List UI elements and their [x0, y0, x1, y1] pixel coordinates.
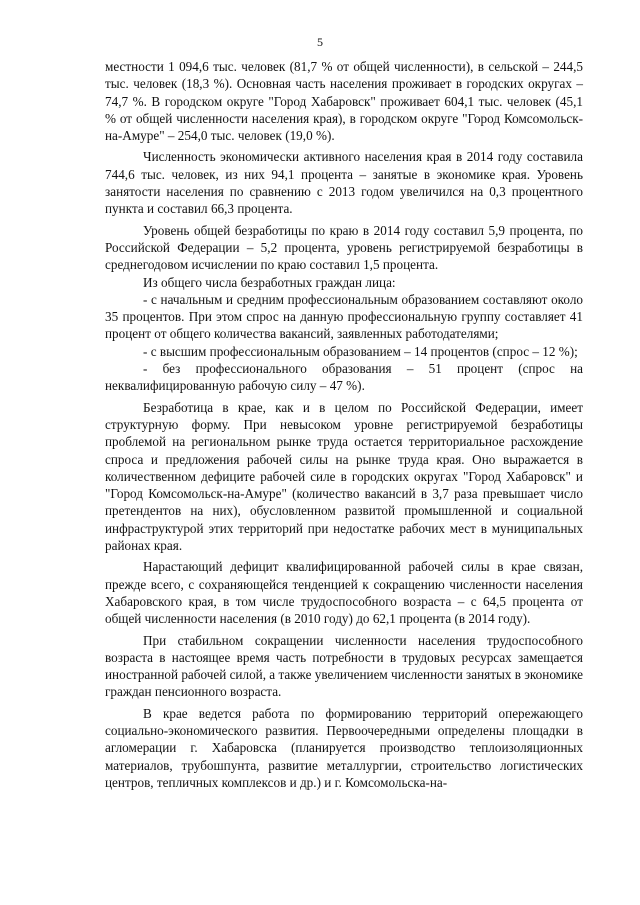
paragraph-advanced-development-territories: В крае ведется работа по формированию территорий опережающего социально-экономического развития. Первоочередными определены площадки в агломерации г. Хабаровска (планируется производство теплоизоляционных материалов, трубошпунта, развитие металлургии, строительство логистических центров, тепличных комплексов и др.) и г. Комсомольска-на-: [105, 705, 583, 790]
document-body: [105, 58, 583, 791]
page-number: 5: [317, 35, 323, 49]
paragraph-population-distribution: местности 1 094,6 тыс. человек (81,7 % от общей численности), в сельской – 244,5 тыс. человек (18,3 %). Основная часть населения проживает в городских округах – 74,7 %. В городском округе "Город Хабаровск" проживает 604,1 тыс. человек (45,1 % от общей численности населения края), в городском округе "Город Комсомольск-на-Амуре" – 254,0 тыс. человек (19,0 %).: [105, 59, 583, 144]
paragraph-structural-unemployment: Безработица в крае, как и в целом по Российской Федерации, имеет структурную форму. При невысоком уровне регистрируемой безработицы проблемой на региональном рынке труда остается территориальное расхождение спроса и предложения рабочей силы на рынке труда края. Оно выражается в количественном дефиците рабочей силе в городских округах "Город Хабаровск" и "Город Комсомольск-на-Амуре" (количество вакансий в 3,7 раза превышает число претендентов на них), обусловленном развитой промышленной и социальной инфраструктурой этих территорий при недостатке рабочих мест в муниципальных районах края.: [105, 399, 583, 554]
paragraph-unemployment-level: Уровень общей безработицы по краю в 2014 году составил 5,9 процента, по Российской Федерации – 5,2 процента, уровень регистрируемой безработицы в среднегодовом исчислении по краю составил 1,5 процента.: [105, 222, 583, 273]
list-item-secondary-education: - с начальным и средним профессиональным образованием составляют около 35 процентов. При этом спрос на данную профессиональную группу составляет 41 процент от общего количества вакансий, заявленных работодателями;: [105, 291, 583, 342]
paragraph-unemployed-intro: Из общего числа безработных граждан лица:: [143, 274, 396, 290]
paragraph-labor-deficit: Нарастающий дефицит квалифицированной рабочей силы в крае связан, прежде всего, с сохраняющейся тенденцией к сокращению численности населения Хабаровского края, в том числе трудоспособного возраста – с 64,5 процента от общей численности населения (в 2010 году) до 62,1 процента (в 2014 году).: [105, 559, 583, 627]
list-item-no-education: - без профессионального образования – 51 процент (спрос на неквалифицированную рабочую силу – 47 %).: [105, 361, 583, 394]
paragraph-active-population: Численность экономически активного населения края в 2014 году составила 744,6 тыс. человек, из них 94,1 процента – занятые в экономике края. Уровень занятости населения по сравнению с 2013 годом увеличился на 0,3 процентного пункта и составил 66,3 процента.: [105, 149, 583, 217]
paragraph-foreign-labor: При стабильном сокращении численности населения трудоспособного возраста в настоящее время часть потребности в трудовых ресурсах замещается иностранной рабочей силой, а также увеличением численности занятых в экономике граждан пенсионного возраста.: [105, 632, 583, 700]
list-item-higher-education: - с высшим профессиональным образованием – 14 процентов (спрос – 12 %);: [143, 343, 578, 359]
